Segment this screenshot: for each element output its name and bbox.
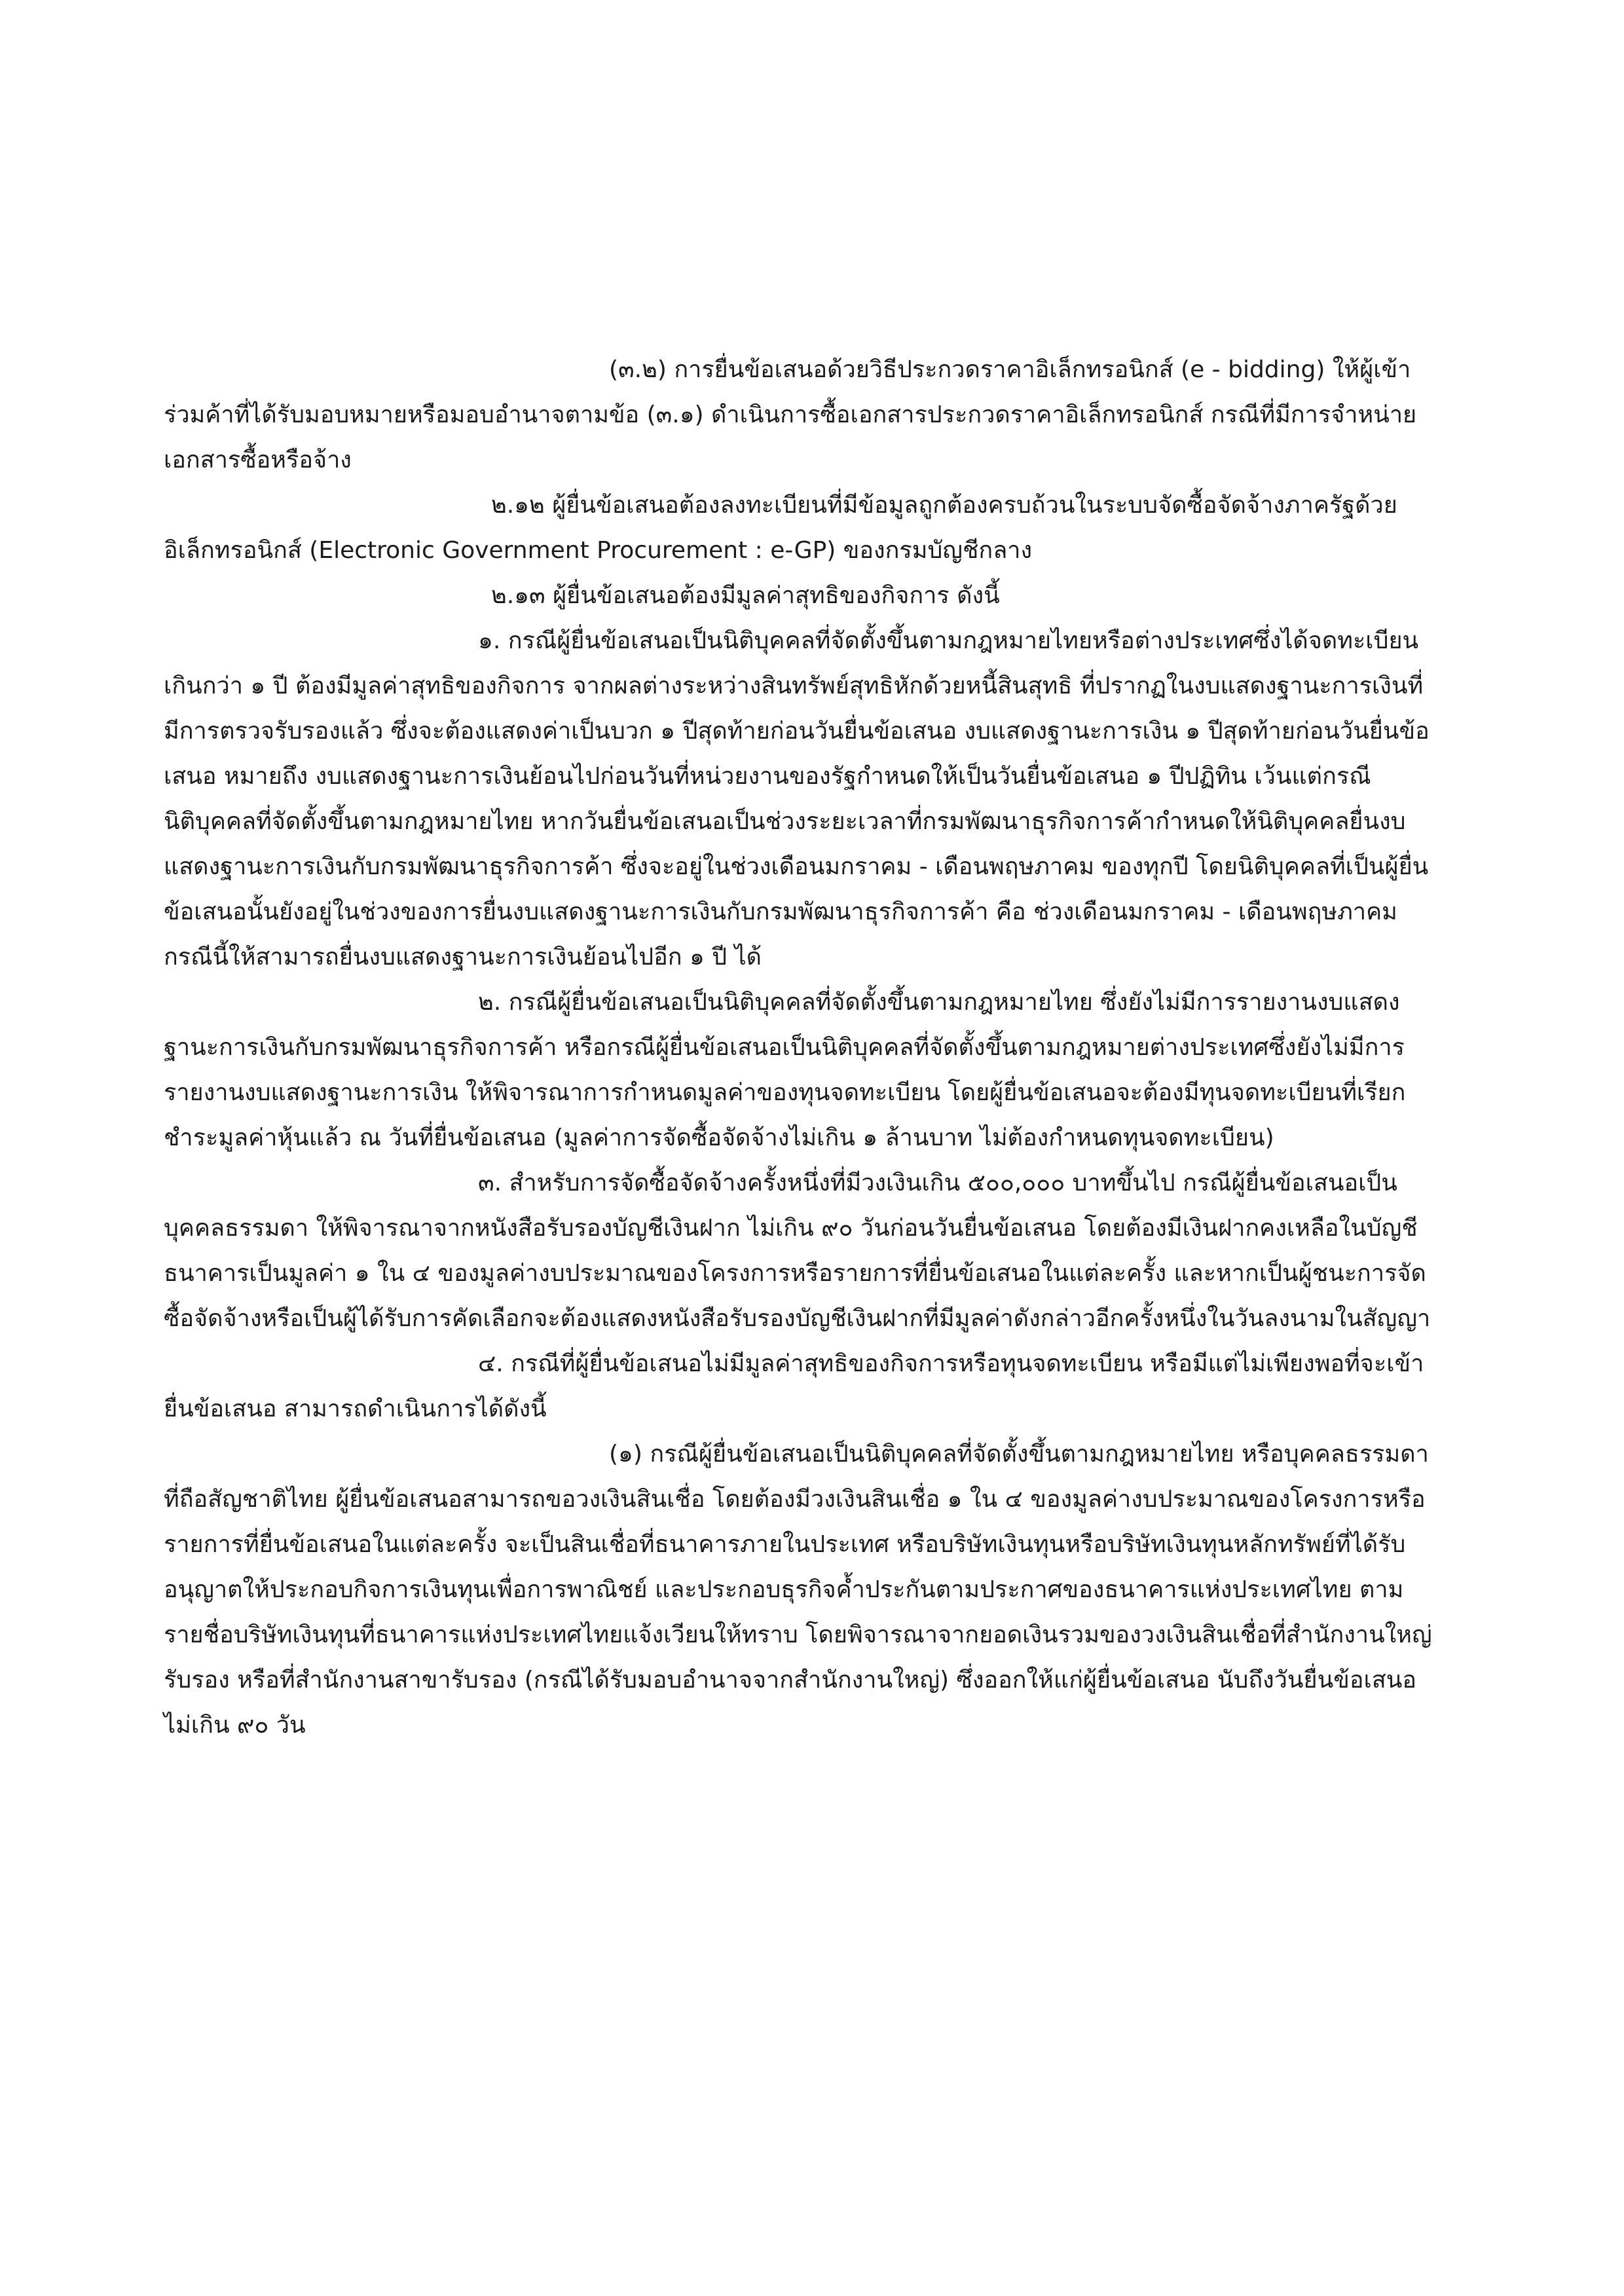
- paragraph-item-4: ๔. กรณีที่ผู้ยื่นข้อเสนอไม่มีมูลค่าสุทธิของกิจการหรือทุนจดทะเบียน หรือมีแต่ไม่เพียงพอที่จะเข้ายื่นข้อเสนอ สามารถดำเนินการได้ดังนี้: [164, 1350, 1424, 1422]
- paragraph-item-3: ๓. สำหรับการจัดซื้อจัดจ้างครั้งหนึ่งที่มีวงเงินเกิน ๕๐๐,๐๐๐ บาทขึ้นไป กรณีผู้ยื่นข้อเสนอเป็นบุคคลธรรมดา ให้พิจารณาจากหนังสือรับรองบัญชีเงินฝาก ไม่เกิน ๙๐ วันก่อนวันยื่นข้อเสนอ โดยต้องมีเงินฝากคงเหลือในบัญชีธนาคารเป็นมูลค่า ๑ ใน ๔ ของมูลค่างบประมาณของโครงการหรือรายการที่ยื่นข้อเสนอในแต่ละครั้ง และหากเป็นผู้ชนะการจัดซื้อจัดจ้างหรือเป็นผู้ได้รับการคัดเลือกจะต้องแสดงหนังสือรับรองบัญชีเงินฝากที่มีมูลค่าดังกล่าวอีกครั้งหนึ่งในวันลงนามในสัญญา: [164, 1170, 1431, 1332]
- paragraph-3-2: (๓.๒) การยื่นข้อเสนอด้วยวิธีประกวดราคาอิเล็กทรอนิกส์ (e - bidding) ให้ผู้เข้าร่วมค้าที่ได้รับมอบหมายหรือมอบอำนาจตามข้อ (๓.๑) ดำเนินการซื้อเอกสารประกวดราคาอิเล็กทรอนิกส์ กรณีที่มีการจำหน่ายเอกสารซื้อหรือจ้าง: [164, 356, 1417, 473]
- paragraph-2-12: ๒.๑๒ ผู้ยื่นข้อเสนอต้องลงทะเบียนที่มีข้อมูลถูกต้องครบถ้วนในระบบจัดซื้อจัดจ้างภาครัฐด้วยอิเล็กทรอนิกส์ (Electronic Government Procurement : e-GP) ของกรมบัญชีกลาง: [164, 492, 1397, 564]
- paragraph-2-13: ๒.๑๓ ผู้ยื่นข้อเสนอต้องมีมูลค่าสุทธิของกิจการ ดังนี้: [491, 582, 1000, 609]
- paragraph-item-1: ๑. กรณีผู้ยื่นข้อเสนอเป็นนิติบุคคลที่จัดตั้งขึ้นตามกฎหมายไทยหรือต่างประเทศซึ่งได้จดทะเบียนเกินกว่า ๑ ปี ต้องมีมูลค่าสุทธิของกิจการ จากผลต่างระหว่างสินทรัพย์สุทธิหักด้วยหนี้สินสุทธิ ที่ปรากฏในงบแสดงฐานะการเงินที่มีการตรวจรับรองแล้ว ซึ่งจะต้องแสดงค่าเป็นบวก ๑ ปีสุดท้ายก่อนวันยื่นข้อเสนอ งบแสดงฐานะการเงิน ๑ ปีสุดท้ายก่อนวันยื่นข้อเสนอ หมายถึง งบแสดงฐานะการเงินย้อนไปก่อนวันที่หน่วยงานของรัฐกำหนดให้เป็นวันยื่นข้อเสนอ ๑ ปีปฏิทิน เว้นแต่กรณีนิติบุคคลที่จัดตั้งขึ้นตามกฎหมายไทย หากวันยื่นข้อเสนอเป็นช่วงระยะเวลาที่กรมพัฒนาธุรกิจการค้ากำหนดให้นิติบุคคลยื่นงบแสดงฐานะการเงินกับกรมพัฒนาธุรกิจการค้า ซึ่งจะอยู่ในช่วงเดือนมกราคม - เดือนพฤษภาคม ของทุกปี โดยนิติบุคคลที่เป็นผู้ยื่นข้อเสนอนั้นยังอยู่ในช่วงของการยื่นงบแสดงฐานะการเงินกับกรมพัฒนาธุรกิจการค้า คือ ช่วงเดือนมกราคม - เดือนพฤษภาคม กรณีนี้ให้สามารถยื่นงบแสดงฐานะการเงินย้อนไปอีก ๑ ปี ได้: [164, 627, 1430, 971]
- paragraph-item-2: ๒. กรณีผู้ยื่นข้อเสนอเป็นนิติบุคคลที่จัดตั้งขึ้นตามกฎหมายไทย ซึ่งยังไม่มีการรายงานงบแสดงฐานะการเงินกับกรมพัฒนาธุรกิจการค้า หรือกรณีผู้ยื่นข้อเสนอเป็นนิติบุคคลที่จัดตั้งขึ้นตามกฎหมายต่างประเทศซึ่งยังไม่มีการรายงานงบแสดงฐานะการเงิน ให้พิจารณาการกำหนดมูลค่าของทุนจดทะเบียน โดยผู้ยื่นข้อเสนอจะต้องมีทุนจดทะเบียนที่เรียกชำระมูลค่าหุ้นแล้ว ณ วันที่ยื่นข้อเสนอ (มูลค่าการจัดซื้อจัดจ้างไม่เกิน ๑ ล้านบาท ไม่ต้องกำหนดทุนจดทะเบียน): [164, 989, 1406, 1151]
- document-body: [164, 347, 1434, 1748]
- paragraph-item-4-1: (๑) กรณีผู้ยื่นข้อเสนอเป็นนิติบุคคลที่จัดตั้งขึ้นตามกฎหมายไทย หรือบุคคลธรรมดาที่ถือสัญชาติไทย ผู้ยื่นข้อเสนอสามารถขอวงเงินสินเชื่อ โดยต้องมีวงเงินสินเชื่อ ๑ ใน ๔ ของมูลค่างบประมาณของโครงการหรือรายการที่ยื่นข้อเสนอในแต่ละครั้ง จะเป็นสินเชื่อที่ธนาคารภายในประเทศ หรือบริษัทเงินทุนหรือบริษัทเงินทุนหลักทรัพย์ที่ได้รับอนุญาตให้ประกอบกิจการเงินทุนเพื่อการพาณิชย์ และประกอบธุรกิจค้ำประกันตามประกาศของธนาคารแห่งประเทศไทย ตามรายชื่อบริษัทเงินทุนที่ธนาคารแห่งประเทศไทยแจ้งเวียนให้ทราบ โดยพิจารณาจากยอดเงินรวมของวงเงินสินเชื่อที่สำนักงานใหญ่รับรอง หรือที่สำนักงานสาขารับรอง (กรณีได้รับมอบอำนาจจากสำนักงานใหญ่) ซึ่งออกให้แก่ผู้ยื่นข้อเสนอ นับถึงวันยื่นข้อเสนอไม่เกิน ๙๐ วัน: [164, 1441, 1432, 1739]
